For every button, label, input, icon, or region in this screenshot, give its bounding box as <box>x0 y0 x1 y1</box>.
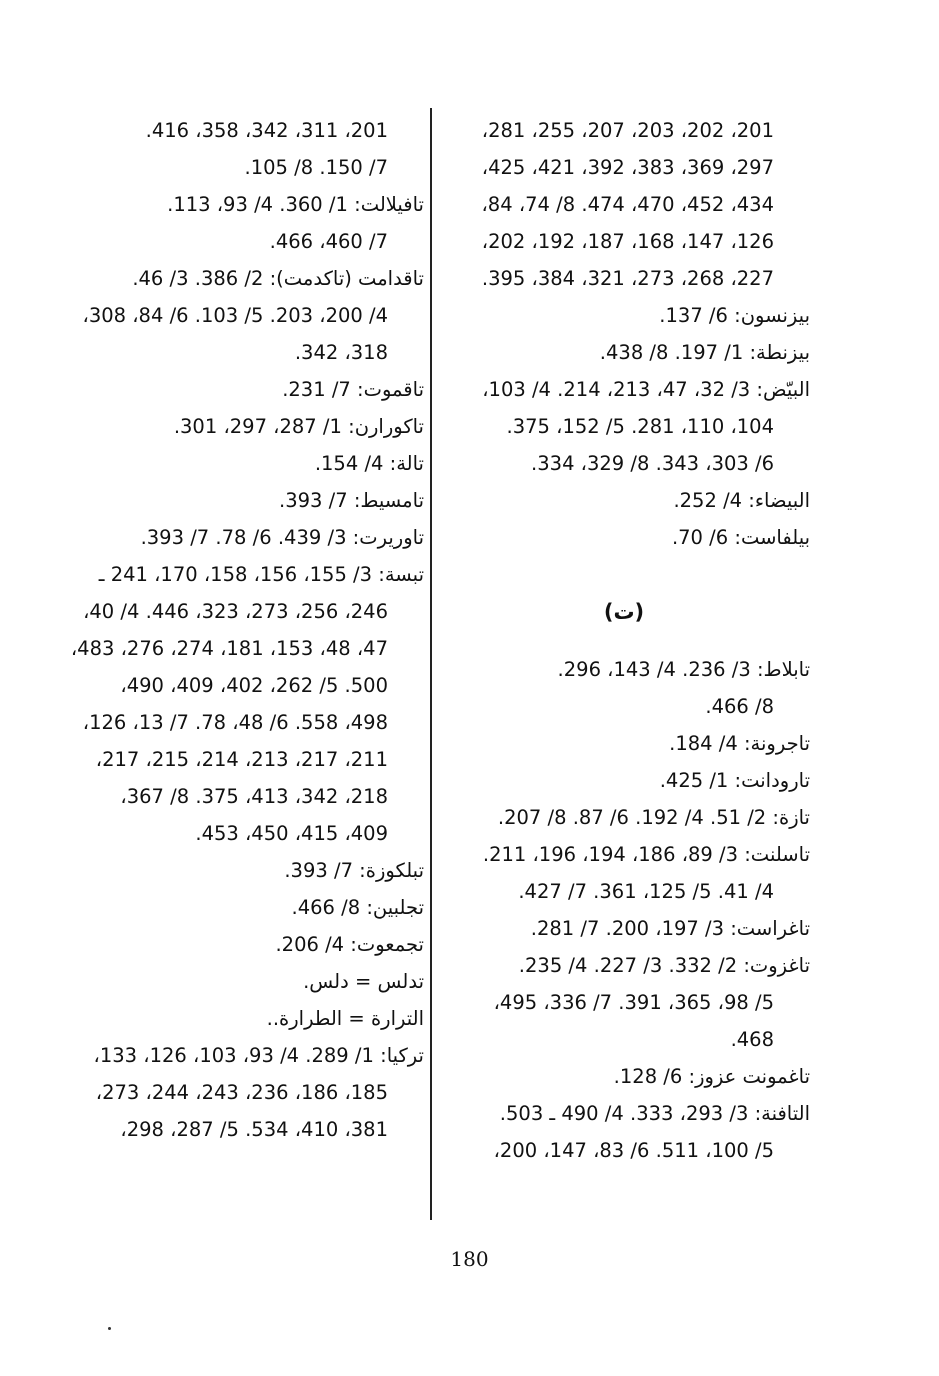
index-line: 201، 311، 342، 358، 416. <box>145 119 388 142</box>
index-entry: تاقموت: 7/ 231. <box>282 378 424 401</box>
index-entry: تامسيط: 7/ 393. <box>278 489 424 512</box>
paper-speck <box>108 1327 111 1330</box>
section-heading: (ت) <box>603 600 645 624</box>
index-column-left <box>52 112 424 1148</box>
index-line: 246، 256، 273، 323، 446. 4/ 40، <box>83 600 388 623</box>
index-entry: بيزنسون: 6/ 137. <box>659 304 810 327</box>
index-entry: الترارة = الطرارة.. <box>266 1007 424 1030</box>
index-line: 468. <box>730 1028 774 1051</box>
index-entry: تارودانت: 1/ 425. <box>659 769 810 792</box>
index-line: 7/ 150. 8/ 105. <box>244 156 388 179</box>
index-line: 104، 110، 281. 5/ 152، 375. <box>506 415 774 438</box>
index-entry: تالة: 4/ 154. <box>314 452 424 475</box>
index-entry: البيّض: 3/ 32، 47، 213، 214. 4/ 103، <box>482 378 810 401</box>
index-entry: التافنة: 3/ 293، 333. 4/ 490 ـ 503. <box>499 1102 810 1125</box>
index-line: 8/ 466. <box>705 695 774 718</box>
index-line: 211، 217، 213، 214، 215، 217، <box>95 748 388 771</box>
index-entry: تاقدامت (تاكدمت): 2/ 386. 3/ 46. <box>132 267 424 290</box>
index-entry: تبلكوزة: 7/ 393. <box>284 859 424 882</box>
index-line: 47، 48، 153، 181، 274، 276، 483، <box>70 637 388 660</box>
index-entry: تابلاط: 3/ 236. 4/ 143، 296. <box>557 658 810 681</box>
index-line: 409، 415، 450، 453. <box>195 822 388 845</box>
index-line: 185، 186، 236، 243، 244، 273، <box>95 1081 388 1104</box>
index-entry: تجمعوت: 4/ 206. <box>275 933 424 956</box>
column-divider <box>430 108 432 1220</box>
index-column-right <box>438 112 810 1169</box>
index-entry: تاغزوت: 2/ 332. 3/ 227. 4/ 235. <box>518 954 810 977</box>
index-line: 4/ 200، 203. 5/ 103. 6/ 84، 308، <box>82 304 388 327</box>
index-line: 201، 202، 203، 207، 255، 281، <box>481 119 774 142</box>
index-line: 5/ 100، 511. 6/ 83، 147، 200، <box>493 1139 774 1162</box>
index-line: 126، 147، 168، 187، 192، 202، <box>481 230 774 253</box>
index-line: 7/ 460، 466. <box>269 230 388 253</box>
index-entry: تاوريرت: 3/ 439. 6/ 78. 7/ 393. <box>140 526 424 549</box>
index-entry: تاغمونت عزوز: 6/ 128. <box>613 1065 810 1088</box>
index-entry: بيزنطة: 1/ 197. 8/ 438. <box>599 341 810 364</box>
index-entry: البيضاء: 4/ 252. <box>673 489 810 512</box>
index-line: 498، 558. 6/ 48، 78. 7/ 13، 126، <box>82 711 388 734</box>
index-entry: تدلس = دلس. <box>303 970 424 993</box>
index-line: 6/ 303، 343. 8/ 329، 334. <box>531 452 774 475</box>
index-entry: تافيلالت: 1/ 360. 4/ 93، 113. <box>167 193 424 216</box>
index-line: 5/ 98، 365، 391. 7/ 336، 495، <box>493 991 774 1014</box>
index-entry: تاغراست: 3/ 197، 200. 7/ 281. <box>530 917 810 940</box>
index-line: 297، 369، 383، 392، 421، 425، <box>481 156 774 179</box>
index-entry: تجلبين: 8/ 466. <box>291 896 424 919</box>
index-entry: تاجرونة: 4/ 184. <box>669 732 810 755</box>
index-entry: تازة: 2/ 51. 4/ 192. 6/ 87. 8/ 207. <box>497 806 810 829</box>
index-line: 500. 5/ 262، 402، 409، 490، <box>120 674 388 697</box>
index-entry: تركيا: 1/ 289. 4/ 93، 103، 126، 133، <box>93 1044 424 1067</box>
index-entry: تبسة: 3/ 155، 156، 158، 170، 241 ـ <box>98 563 424 586</box>
index-line: 318، 342. <box>294 341 388 364</box>
index-entry: تاسلنت: 3/ 89، 186، 194، 196، 211. <box>482 843 810 866</box>
index-line: 434، 452، 470، 474. 8/ 74، 84، <box>481 193 774 216</box>
index-line: 381، 410، 534. 5/ 287، 298، <box>120 1118 388 1141</box>
index-line: 218، 342، 413، 375. 8/ 367، <box>120 785 388 808</box>
page-number: 180 <box>450 1247 489 1271</box>
index-line: 227، 268، 273، 321، 384، 395. <box>481 267 774 290</box>
index-line: 4/ 41. 5/ 125، 361. 7/ 427. <box>518 880 774 903</box>
index-entry: تاكورارن: 1/ 287، 297، 301. <box>173 415 424 438</box>
index-entry: بيلفاست: 6/ 70. <box>671 526 810 549</box>
